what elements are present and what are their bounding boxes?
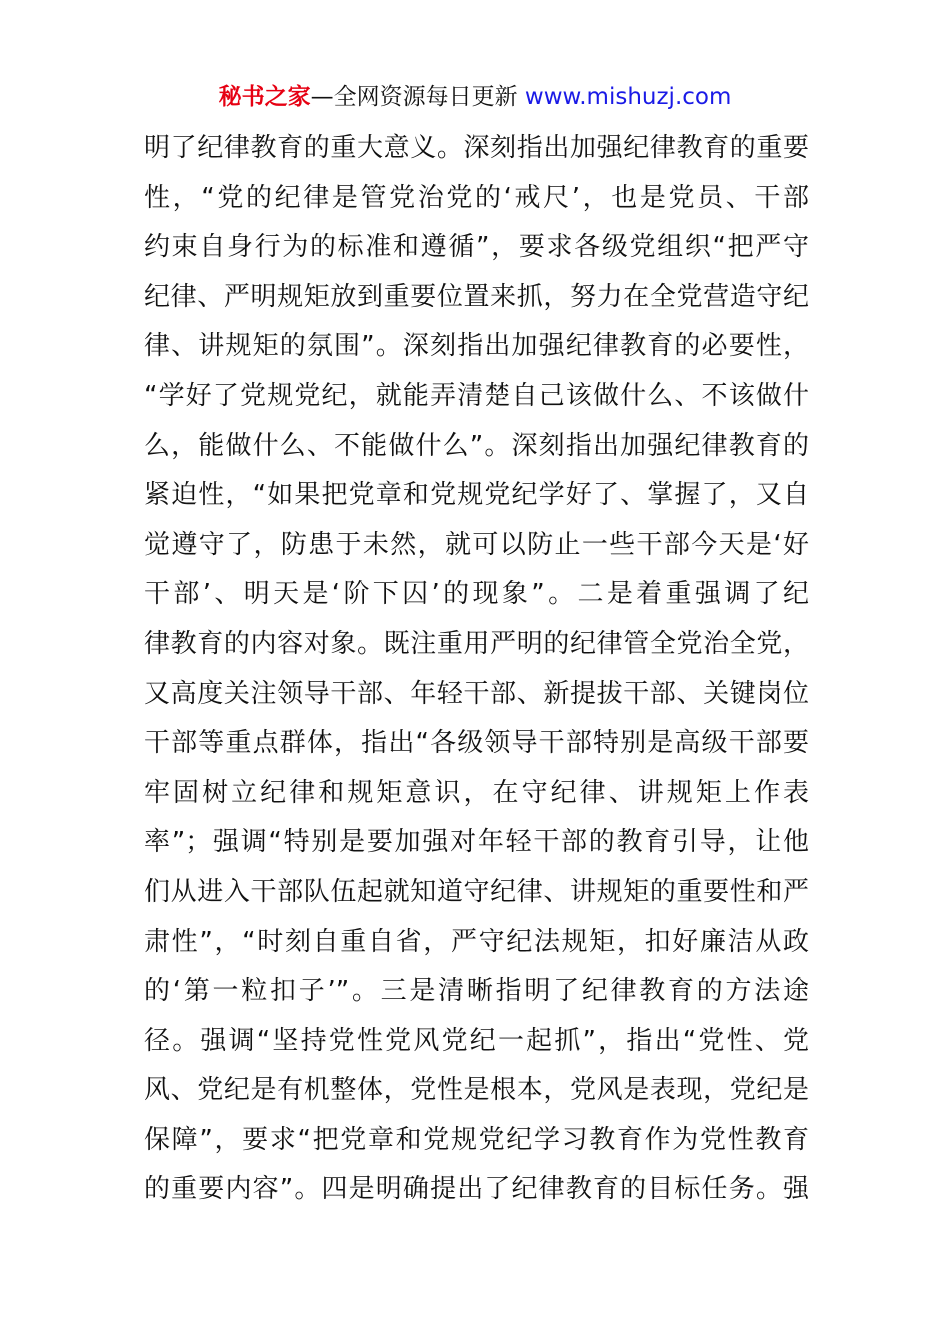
text-line: 干部’、明天是‘阶下囚’的现象”。二是着重强调了纪 xyxy=(144,579,809,610)
text-line: 风、党纪是有机整体，党性是根本，党风是表现，党纪是 xyxy=(144,1075,809,1106)
text-line: 律、讲规矩的氛围”。深刻指出加强纪律教育的必要性， xyxy=(144,331,809,362)
page-header xyxy=(0,80,950,114)
text-line: 又高度关注领导干部、年轻干部、新提拔干部、关键岗位 xyxy=(144,678,809,709)
text-line: 们从进入干部队伍起就知道守纪律、讲规矩的重要性和严 xyxy=(144,876,809,907)
text-line: 肃性”，“时刻自重自省，严守纪法规矩，扣好廉洁从政 xyxy=(144,926,809,957)
text-line: 保障”，要求“把党章和党规党纪学习教育作为党性教育 xyxy=(144,1124,809,1155)
text-line: 的‘第一粒扣子’”。三是清晰指明了纪律教育的方法途 xyxy=(144,976,809,1007)
text-line: 牢固树立纪律和规矩意识，在守纪律、讲规矩上作表 xyxy=(144,777,809,808)
brand-name: 秘书之家 xyxy=(218,84,311,110)
text-line: 明了纪律教育的重大意义。深刻指出加强纪律教育的重要 xyxy=(144,133,809,163)
body-paragraph xyxy=(144,124,809,1215)
text-line: 的重要内容”。四是明确提出了纪律教育的目标任务。强 xyxy=(144,1174,809,1205)
text-line: 么，能做什么、不能做什么”。深刻指出加强纪律教育的 xyxy=(144,430,809,461)
website-link[interactable]: www.mishuzj.com xyxy=(524,84,732,110)
text-line: 约束自身行为的标准和遵循”，要求各级党组织“把严守 xyxy=(144,232,809,263)
text-line: 纪律、严明规矩放到重要位置来抓，努力在全党营造守纪 xyxy=(144,281,809,312)
text-line: 径。强调“坚持党性党风党纪一起抓”，指出“党性、党 xyxy=(144,1025,809,1056)
text-line: 律教育的内容对象。既注重用严明的纪律管全党治全党， xyxy=(144,628,809,659)
text-line: 干部等重点群体，指出“各级领导干部特别是高级干部要 xyxy=(144,728,809,759)
text-line: “学好了党规党纪，就能弄清楚自己该做什么、不该做什 xyxy=(144,380,809,411)
text-line: 性，“党的纪律是管党治党的‘戒尺’，也是党员、干部 xyxy=(144,182,809,213)
text-line: 紧迫性，“如果把党章和党规党纪学好了、掌握了，又自 xyxy=(144,480,809,511)
header-tagline: —全网资源每日更新 xyxy=(310,84,518,110)
text-line: 觉遵守了，防患于未然，就可以防止一些干部今天是‘好 xyxy=(144,529,809,560)
text-line: 率”；强调“特别是要加强对年轻干部的教育引导，让他 xyxy=(144,827,809,858)
